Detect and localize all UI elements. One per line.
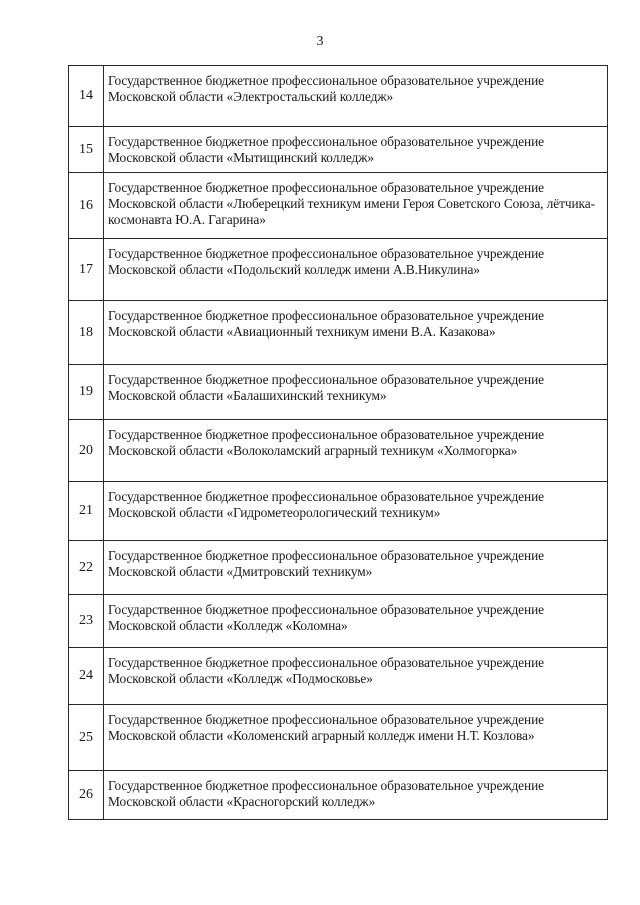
row-number: 20 xyxy=(69,420,104,482)
row-number: 16 xyxy=(69,173,104,239)
institution-name: Государственное бюджетное профессиональное образовательное учреждение Московской области «Коломенский аграрный колледж имени Н.Т. Козлова» xyxy=(104,705,608,771)
table-row xyxy=(69,595,608,648)
page-number: 3 xyxy=(316,34,324,49)
table-row xyxy=(69,648,608,705)
table-row xyxy=(69,127,608,173)
table-row xyxy=(69,482,608,541)
institution-name: Государственное бюджетное профессиональное образовательное учреждение Московской области «Красногорский колледж» xyxy=(104,771,608,820)
table-row xyxy=(69,705,608,771)
row-number: 23 xyxy=(69,595,104,648)
institution-name: Государственное бюджетное профессиональное образовательное учреждение Московской области «Люберецкий техникум имени Героя Советского Союза, лётчика-космонавта Ю.А. Гагарина» xyxy=(104,173,608,239)
row-number: 18 xyxy=(69,301,104,365)
institution-name: Государственное бюджетное профессиональное образовательное учреждение Московской области «Колледж «Подмосковье» xyxy=(104,648,608,705)
row-number: 19 xyxy=(69,365,104,420)
row-number: 22 xyxy=(69,541,104,595)
institution-name: Государственное бюджетное профессиональное образовательное учреждение Московской области «Дмитровский техникум» xyxy=(104,541,608,595)
institutions-table xyxy=(68,65,608,820)
table-row xyxy=(69,301,608,365)
institution-name: Государственное бюджетное профессиональное образовательное учреждение Московской области «Волоколамский аграрный техникум «Холмогорка» xyxy=(104,420,608,482)
row-number: 24 xyxy=(69,648,104,705)
row-number: 15 xyxy=(69,127,104,173)
table-row xyxy=(69,420,608,482)
table-row xyxy=(69,66,608,127)
institution-name: Государственное бюджетное профессиональное образовательное учреждение Московской области «Гидрометеорологический техникум» xyxy=(104,482,608,541)
table-row xyxy=(69,541,608,595)
row-number: 17 xyxy=(69,239,104,301)
row-number: 14 xyxy=(69,66,104,127)
institution-name: Государственное бюджетное профессиональное образовательное учреждение Московской области «Балашихинский техникум» xyxy=(104,365,608,420)
table-row xyxy=(69,173,608,239)
institution-name: Государственное бюджетное профессиональное образовательное учреждение Московской области «Подольский колледж имени А.В.Никулина» xyxy=(104,239,608,301)
institution-name: Государственное бюджетное профессиональное образовательное учреждение Московской области «Мытищинский колледж» xyxy=(104,127,608,173)
row-number: 26 xyxy=(69,771,104,820)
row-number: 21 xyxy=(69,482,104,541)
table-row xyxy=(69,365,608,420)
institution-name: Государственное бюджетное профессиональное образовательное учреждение Московской области «Авиационный техникум имени В.А. Казакова» xyxy=(104,301,608,365)
institution-name: Государственное бюджетное профессиональное образовательное учреждение Московской области «Колледж «Коломна» xyxy=(104,595,608,648)
table-row xyxy=(69,239,608,301)
row-number: 25 xyxy=(69,705,104,771)
table-row xyxy=(69,771,608,820)
institution-name: Государственное бюджетное профессиональное образовательное учреждение Московской области «Электростальский колледж» xyxy=(104,66,608,127)
